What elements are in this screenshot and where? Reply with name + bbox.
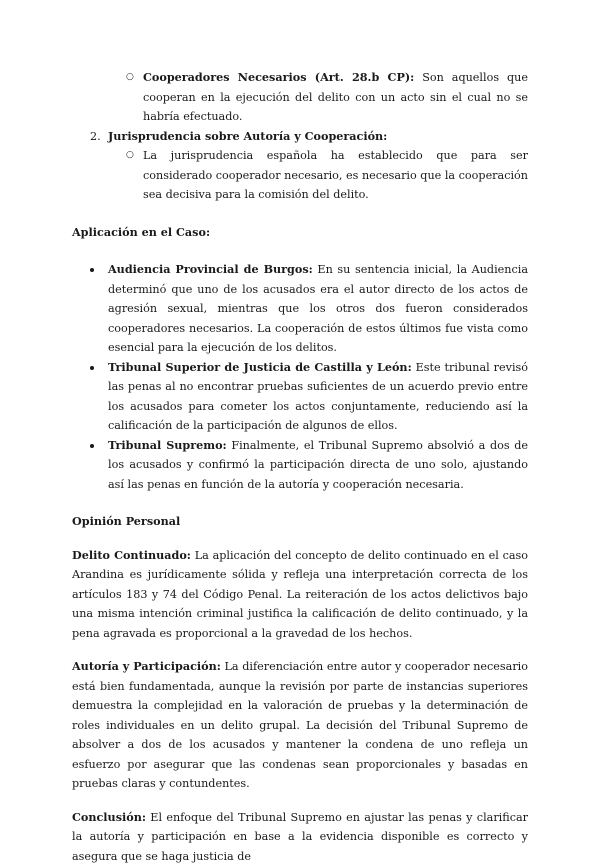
term-text: Son aquellos que cooperan en la ejecución del delito con un acto sin el cual no se habría efectuado. [143,71,528,123]
paragraph [72,808,528,866]
paragraph-text: La diferenciación entre autor y cooperador necesario está bien fundamentada, aunque la revisión por parte de instancias superiores demuestra la complejidad en la valoración de pruebas y la determinación de roles individuales en un delito grupal. La decisión del Tribunal Supremo de absolver a dos de los acusados y mantener la condena de uno refleja un esfuerzo por asegurar que las condenas sean proporcionales y basadas en pruebas claras y contundentes. [72,660,528,790]
item-text: Finalmente, el Tribunal Supremo absolvió a dos de los acusados y confirmó la participación directa de uno solo, ajustando así las penas en función de la autoría y cooperación necesaria. [108,439,528,491]
circle-bullet-icon: ○ [126,68,134,88]
disc-bullet-icon [90,444,94,448]
paragraph-text: La jurisprudencia española ha establecido que para ser considerado cooperador necesario, es necesario que la cooperación sea decisiva para la comisión del delito. [143,149,528,201]
paragraph-label: Delito Continuado: [72,548,191,562]
item-text: Este tribunal revisó las penas al no encontrar pruebas suficientes de un acuerdo previo entre los acusados para cometer los actos conjuntamente, reduciendo así la calificación de la participación de algunos de ellos. [108,361,528,433]
item-text: En su sentencia inicial, la Audiencia determinó que uno de los acusados era el autor directo de los actos de agresión sexual, mientras que los otros dos fueron considerados cooperadores necesarios. La cooperación de estos últimos fue vista como esencial para la ejecución de los delitos. [108,263,528,354]
list-item [72,358,528,436]
list-item [72,436,528,495]
circle-bullet-icon: ○ [126,146,134,166]
item-label: Audiencia Provincial de Burgos: [108,262,313,276]
list-item-cooperadores [72,68,528,127]
list-item-title: Jurisprudencia sobre Autoría y Cooperación: [108,129,387,143]
list-number: 2. [90,127,101,147]
list-item [72,260,528,358]
section-heading-opinion: Opinión Personal [72,512,528,532]
list-item-jurisprudencia-detail [72,146,528,205]
term-label: Cooperadores Necesarios (Art. 28.b CP): [143,70,414,84]
paragraph-text: El enfoque del Tribunal Supremo en ajustar las penas y clarificar la autoría y participación en base a la evidencia disponible es correcto y asegura que se haga justicia de [72,811,528,863]
paragraph [72,546,528,644]
item-label: Tribunal Superior de Justicia de Castilla y León: [108,360,412,374]
item-label: Tribunal Supremo: [108,438,227,452]
list-item-jurisprudencia [72,127,528,147]
paragraph [72,657,528,794]
paragraph-text: La aplicación del concepto de delito continuado en el caso Arandina es jurídicamente sólida y refleja una interpretación correcta de los artículos 183 y 74 del Código Penal. La reiteración de los actos delictivos bajo una misma intención criminal justifica la calificación de delito continuado, y la pena agravada es proporcional a la gravedad de los hechos. [72,549,528,640]
paragraph-label: Conclusión: [72,810,146,824]
disc-bullet-icon [90,268,94,272]
disc-bullet-icon [90,366,94,370]
section-heading-aplicacion: Aplicación en el Caso: [72,223,528,243]
paragraph-label: Autoría y Participación: [72,659,221,673]
